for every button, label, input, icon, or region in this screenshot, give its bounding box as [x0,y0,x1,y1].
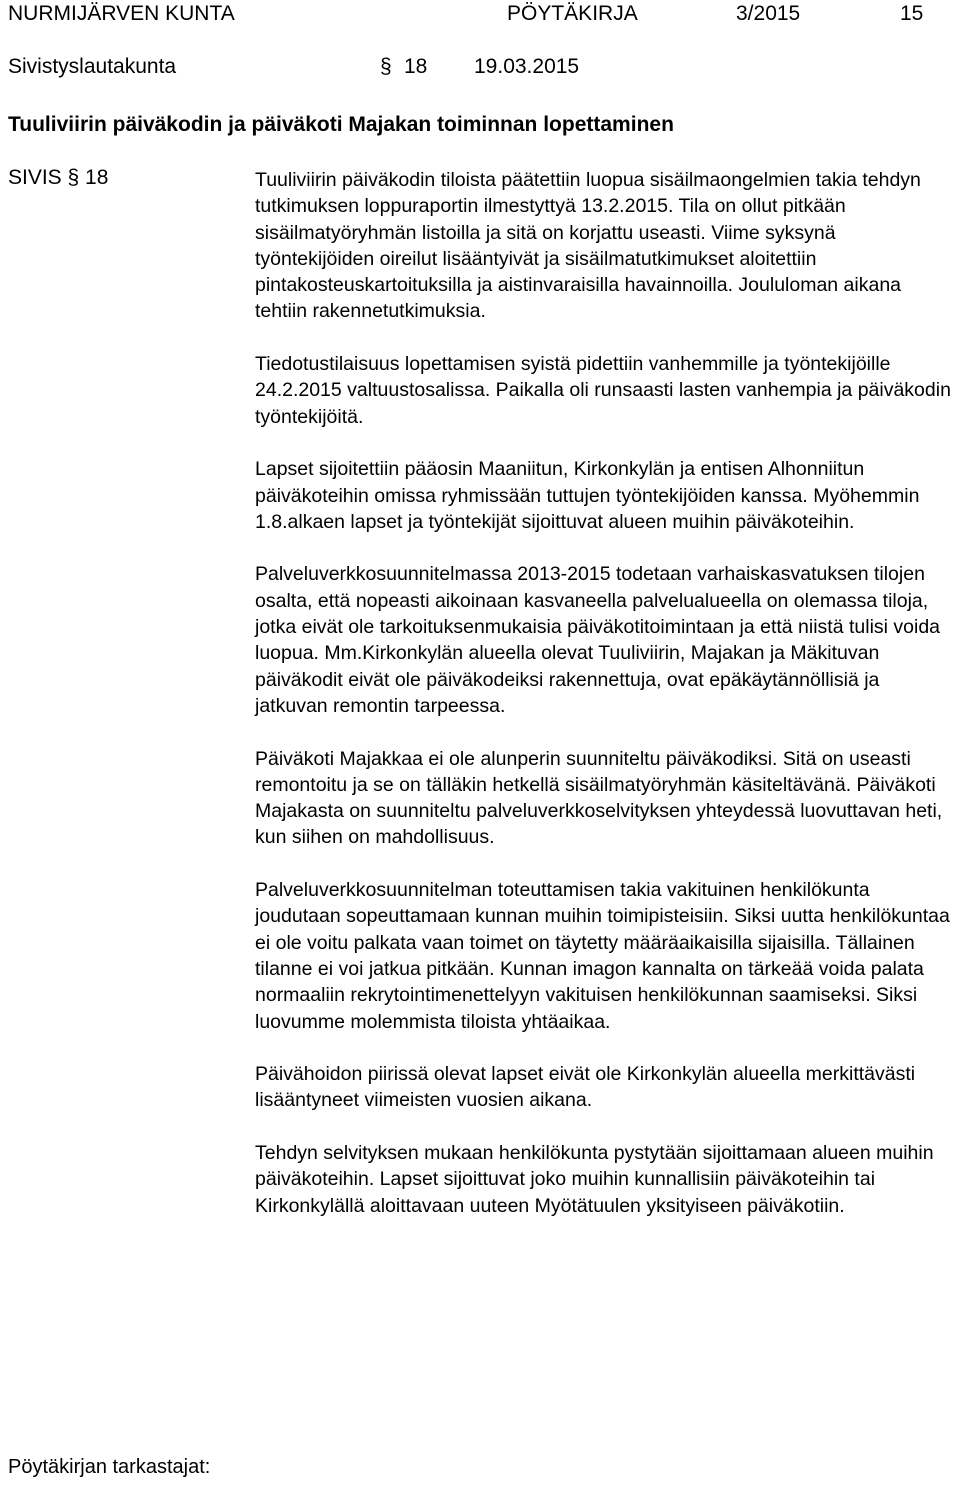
org-name: NURMIJÄRVEN KUNTA [8,2,235,25]
doc-type: PÖYTÄKIRJA [507,2,638,25]
paragraph: Päiväkoti Majakkaa ei ole alunperin suunniteltu päiväkodiksi. Sitä on useasti remontoitu ja se on tälläkin hetkellä sisäilmatyöryhmän käsiteltävänä. Päiväkoti Majakasta on suunniteltu palveluverkkoselvityksen yhteydessä luovuttavan heti, kun siihen on mahdollisuus. [255,747,943,849]
section-symbol: § [380,55,392,78]
page-title: Tuuliviirin päiväkodin ja päiväkoti Majakan toiminnan lopettaminen [8,113,674,136]
paragraph: Palveluverkkosuunnitelman toteuttamisen takia vakituinen henkilökunta joudutaan sopeuttamaan kunnan muihin toimipisteisiin. Siksi uutta henkilökuntaa ei ole voitu palkata vaan toimet on täytetty määräaikaisilla sijaisilla. Tällainen tilanne ei voi jatkua pitkään. Kunnan imagon kannalta on tärkeää voida palata normaaliin rekrytointimenettelyyn vakituisen henkilökunnan saamiseksi. Siksi luovumme molemmista tiloista yhtäaikaa. [255,879,950,1033]
paragraph: Palveluverkkosuunnitelmassa 2013-2015 todetaan varhaiskasvatuksen tilojen osalta, että nopeasti aikoinaan kasvaneella palvelualueella on olemassa tiloja, jotka eivät ole tarkoituksenmukaisia päiväkotitoimintaan ja että niistä tulisi voida luopua. Mm.Kirkonkylän alueella olevat Tuuliviirin, Majakan ja Mäkituvan päiväkodit eivät ole päiväkodeiksi rakennettuja, ovat epäkäytännöllisiä ja jatkuvan remontin tarpeessa. [255,563,941,717]
paragraph: Tuuliviirin päiväkodin tiloista päätettiin luopua sisäilmaongelmien takia tehdyn tutkimuksen loppuraportin ilmestyttyä 13.2.2015. Tila on ollut pitkään sisäilmatyöryhmän listoilla ja sitä on korjattu useasti. Viime syksynä työntekijöiden oireilut lisääntyivät ja sisäilmatutkimukset aloitettiin pintakosteuskartoituksilla ja aistinvaraisilla havainnoilla. Joululoman aikana tehtiin rakennetutkimuksia. [255,169,921,323]
body-text [255,167,955,1245]
page-number: 15 [900,2,924,25]
paragraph: Päivähoidon piirissä olevat lapset eivät ole Kirkonkylän alueella merkittävästi lisääntyneet viimeisten vuosien aikana. [255,1063,916,1112]
board-name: Sivistyslautakunta [8,55,177,78]
paragraph: Lapset sijoitettiin pääosin Maaniitun, Kirkonkylän ja entisen Alhonniitun päiväkoteihin omissa ryhmissään tuttujen työntekijöiden kanssa. Myöhemmin 1.8.alkaen lapset ja työntekijät sijoittuvat alueen muihin päiväkoteihin. [255,458,920,533]
doc-number: 3/2015 [736,2,801,25]
paragraph: Tehdyn selvityksen mukaan henkilökunta pystytään sijoittamaan alueen muihin päiväkoteihin. Lapset sijoittuvat joko muihin kunnallisiin päiväkoteihin tai Kirkonkylällä aloittavaan uuteen Myötätuulen yksityiseen päiväkotiin. [255,1141,934,1217]
paragraph: Tiedotustilaisuus lopettamisen syistä pidettiin vanhemmille ja työntekijöille 24.2.2015 valtuustosalissa. Paikalla oli runsaasti lasten vanhempia ja päiväkodin työntekijöitä. [255,353,951,428]
meeting-date: 19.03.2015 [474,55,580,78]
section-number: 18 [404,55,428,78]
section-id: SIVIS § 18 [8,166,109,189]
reviewers-label: Pöytäkirjan tarkastajat: [8,1456,211,1478]
